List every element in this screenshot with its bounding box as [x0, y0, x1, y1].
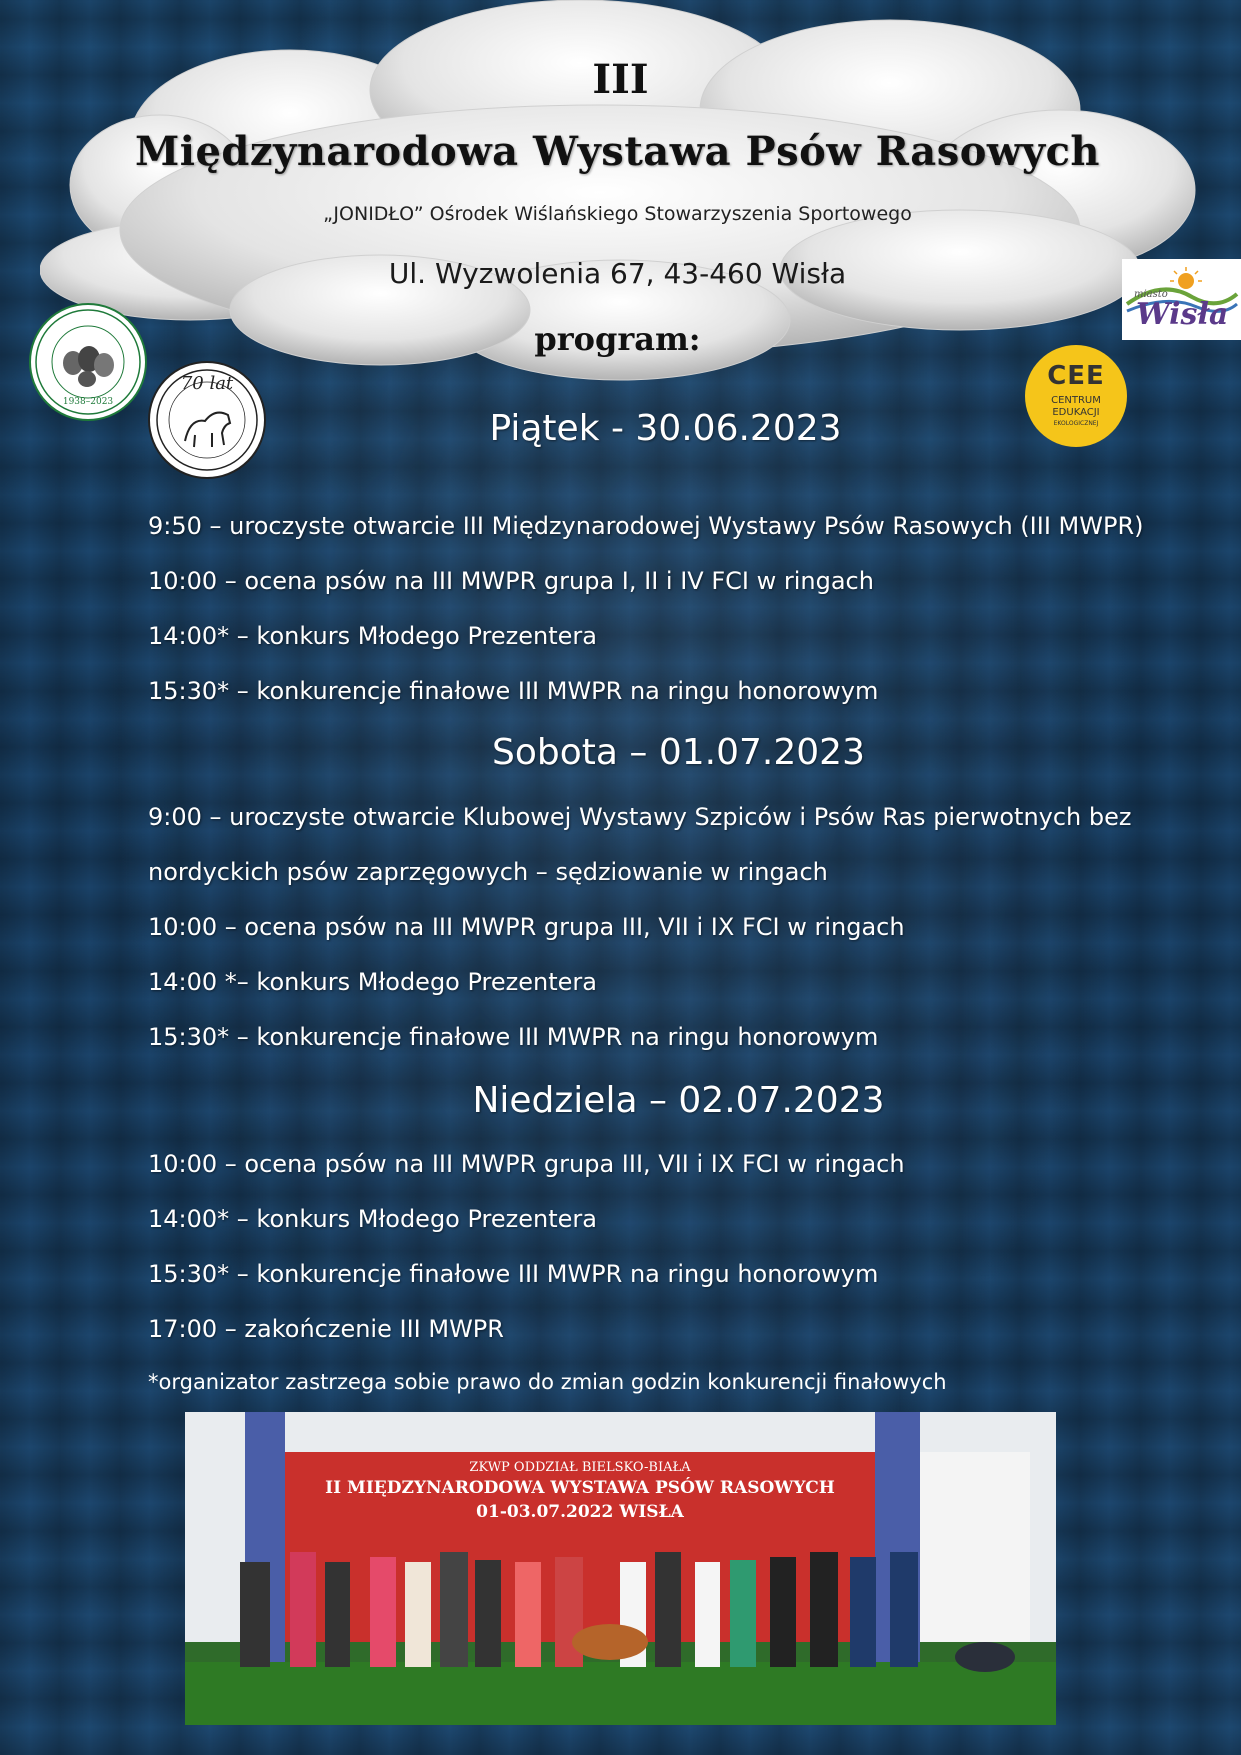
schedule-item: nordyckich psów zaprzęgowych – sędziowanie w ringach [148, 858, 828, 886]
wisla-logo [1122, 259, 1241, 340]
schedule-item: 14:00 *– konkurs Młodego Prezentera [148, 968, 597, 996]
schedule-item: 14:00* – konkurs Młodego Prezentera [148, 622, 597, 650]
banner-line2: II MIĘDZYNARODOWA WYSTAWA PSÓW RASOWYCH [325, 1478, 835, 1498]
page-title: Międzynarodowa Wystawa Psów Rasowych [134, 128, 1101, 175]
banner-line3: 01-03.07.2022 WISŁA [476, 1502, 684, 1522]
schedule-item: 10:00 – ocena psów na III MWPR grupa I, II i IV FCI w ringach [148, 567, 874, 595]
schedule-item: 15:30* – konkurencje finałowe III MWPR na ringu honorowym [148, 1260, 879, 1288]
event-photo [185, 1412, 1056, 1725]
day-heading-friday: Piątek - 30.06.2023 [489, 408, 842, 449]
wisla-small-text: miasto [1134, 289, 1168, 300]
footnote: *organizator zastrzega sobie prawo do zmian godzin konkurencji finałowych [148, 1370, 947, 1394]
venue-name: „JONIDŁO” Ośrodek Wiślańskiego Stowarzyszenia Sportowego [323, 203, 912, 225]
schedule-item: 9:00 – uroczyste otwarcie Klubowej Wystawy Szpiców i Psów Ras pierwotnych bez [148, 803, 1132, 831]
schedule-item: 10:00 – ocena psów na III MWPR grupa III, VII i IX FCI w ringach [148, 1150, 905, 1178]
program-label: program: [534, 320, 701, 358]
cee-line2: EDUKACJI [1052, 407, 1100, 418]
day-heading-sunday: Niedziela – 02.07.2023 [472, 1080, 885, 1121]
cee-line3: EKOLOGICZNEJ [1053, 420, 1099, 427]
schedule-item: 17:00 – zakończenie III MWPR [148, 1315, 504, 1343]
schedule-item: 15:30* – konkurencje finałowe III MWPR na ringu honorowym [148, 1023, 879, 1051]
zkwp-years: 1938–2023 [62, 397, 114, 407]
schedule-item: 10:00 – ocena psów na III MWPR grupa III, VII i IX FCI w ringach [148, 913, 905, 941]
edition-number: III [592, 56, 649, 103]
zkwp-logo [29, 303, 147, 421]
schedule-item: 14:00* – konkurs Młodego Prezentera [148, 1205, 597, 1233]
day-heading-saturday: Sobota – 01.07.2023 [492, 732, 865, 773]
schedule-item: 9:50 – uroczyste otwarcie III Międzynarodowej Wystawy Psów Rasowych (III MWPR) [148, 512, 1144, 540]
banner-line1: ZKWP ODDZIAŁ BIELSKO-BIAŁA [469, 1460, 691, 1475]
cee-line1: CENTRUM [1051, 395, 1101, 406]
venue-address: Ul. Wyzwolenia 67, 43-460 Wisła [388, 257, 847, 290]
wisla-big-text: Wisła [1136, 297, 1229, 332]
schedule-item: 15:30* – konkurencje finałowe III MWPR na ringu honorowym [148, 677, 879, 705]
cee-letters: CEE [1047, 361, 1105, 391]
anniversary-text: 70 lat [180, 373, 234, 394]
